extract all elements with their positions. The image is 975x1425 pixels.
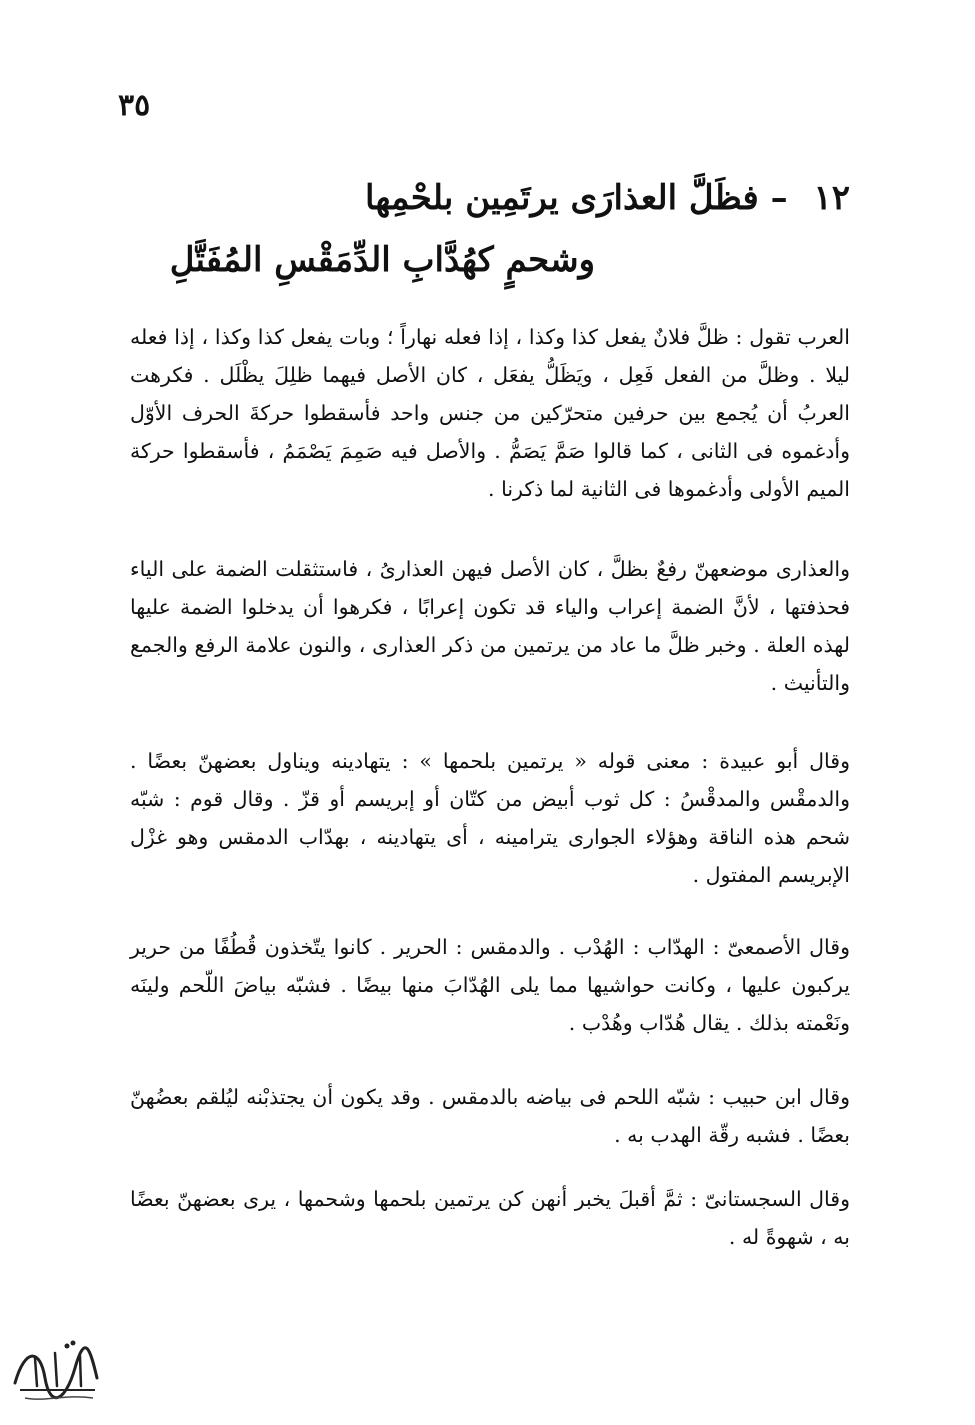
paragraph-text: وقال أبو عبيدة : معنى قوله « يرتمين بلحمها » : يتهادينه ويناول بعضهنّ بعضًا . والدمقْس والمدقْسُ : كل ثوب أبيض من كتّان أو إبريسم أو قزّ . وقال قوم : شبّه شحم هذه الناقة وهؤلاء الجوارى يترامينه ، أى يتهادينه ، بهدّاب الدمقس وهو غزْل الإبريسم المفتول .: [130, 749, 850, 887]
commentary-paragraph: [130, 1180, 850, 1256]
verse-number: ١٢: [813, 178, 850, 218]
commentary-paragraph: [130, 318, 850, 508]
paragraph-text: وقال ابن حبيب : شبّه اللحم فى بياضه بالدمقس . وقد يكون أن يجتذبْنه ليُلقم بعضُهنّ بعضًا . فشبه رقّة الهدب به .: [130, 1085, 850, 1147]
paragraph-text: وقال الأصمعىّ : الهدّاب : الهُدْب . والدمقس : الحرير . كانوا يتّخذون قُطُفًا من حرير يركبون عليها ، وكانت حواشيها مما يلى الهُدّابَ منها بيضًا . فشبّه بياضَ اللّحم ولينَه ونَعْمته بذلك . يقال هُدّاب وهُدْب .: [130, 935, 850, 1035]
commentary-paragraph: [130, 928, 850, 1042]
commentary-paragraph: [130, 550, 850, 702]
verse-line-2: وشحمٍ كهُدَّابِ الدِّمَقْسِ المُفَتَّلِ: [169, 240, 595, 280]
page-number: ٣٥: [118, 88, 151, 123]
verse-dash: –: [770, 178, 788, 218]
paragraph-text: والعذارى موضعهنّ رفعٌ بظلَّ ، كان الأصل فيهن العذارىُ ، فاستثقلت الضمة على الياء فحذفتها ، لأنَّ الضمة إعراب والياء قد تكون إعرابًا ، فكرهوا أن يدخلوا الضمة عليها لهذه العلة . وخبر ظلَّ ما عاد من يرتمين من ذكر العذارى ، والنون علامة الرفع والجمع والتأنيث .: [130, 557, 850, 695]
paragraph-text: وقال السجستانىّ : ثمَّ أقبلَ يخبر أنهن كن يرتمين بلحمها وشحمها ، يرى بعضهنّ بعضًا به ، شهوةً له .: [130, 1187, 850, 1249]
library-stamp-icon: [5, 1328, 105, 1408]
commentary-paragraph: [130, 742, 850, 894]
verse-line-1: [90, 178, 850, 218]
verse-first-hemistich: فظَلَّ العذارَى يرتَمِين بلحْمِها: [365, 178, 759, 218]
commentary-paragraph: [130, 1078, 850, 1154]
paragraph-text: العرب تقول : ظلَّ فلانٌ يفعل كذا وكذا ، إذا فعله نهاراً ؛ وبات يفعل كذا وكذا ، إذا فعله ليلا . وظلَّ من الفعل فَعِل ، ويَظَلُّ يفعَل ، كان الأصل فيهما ظلِلَ يظْلَل . فكرهت العربُ أن يُجمع بين حرفين متحرّكين من جنس واحد فأسقطوا حركةَ الحرف الأوّل وأدغموه فى الثانى ، كما قالوا صَمَّ يَصَمُّ . والأصل فيه صَمِمَ يَصْمَمُ ، فأسقطوا حركة الميم الأولى وأدغموها فى الثانية لما ذكرنا .: [130, 325, 850, 501]
